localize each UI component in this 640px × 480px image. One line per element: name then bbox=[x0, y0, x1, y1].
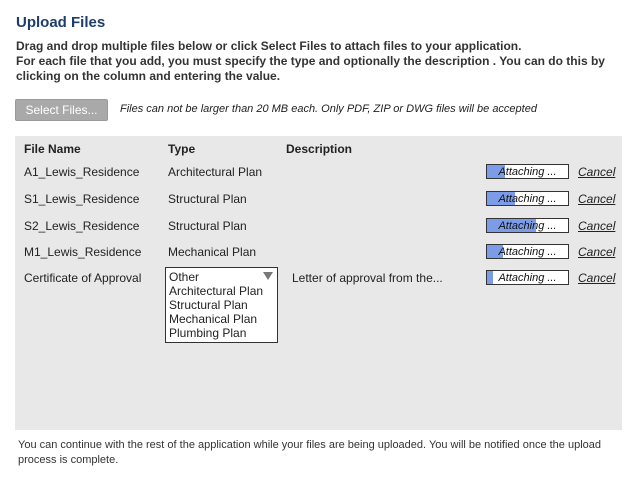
type-cell[interactable]: Mechanical Plan bbox=[168, 245, 257, 259]
file-name-cell[interactable]: M1_Lewis_Residence bbox=[24, 245, 142, 259]
cancel-upload-link[interactable]: Cancel bbox=[578, 271, 616, 285]
progress-status: Attaching ... bbox=[498, 245, 557, 258]
page-title: Upload Files bbox=[16, 14, 106, 31]
file-name-cell[interactable]: S2_Lewis_Residence bbox=[24, 219, 140, 233]
instructions bbox=[16, 39, 626, 84]
progress-status: Attaching ... bbox=[498, 219, 557, 232]
type-cell[interactable]: Architectural Plan bbox=[168, 165, 263, 179]
cancel-upload-link[interactable]: Cancel bbox=[578, 245, 616, 259]
type-option[interactable]: Plumbing Plan bbox=[169, 326, 247, 340]
file-name-cell[interactable]: Certificate of Approval bbox=[24, 271, 142, 285]
progress-status: Attaching ... bbox=[498, 165, 557, 178]
upload-progress-bar bbox=[486, 191, 569, 206]
cancel-upload-link[interactable]: Cancel bbox=[578, 219, 616, 233]
instructions-line-1: Drag and drop multiple files below or click Select Files to attach files to your application. bbox=[16, 39, 522, 53]
cancel-upload-link[interactable]: Cancel bbox=[578, 165, 616, 179]
type-cell[interactable]: Structural Plan bbox=[168, 219, 247, 233]
upload-progress-bar bbox=[486, 164, 569, 179]
dropdown-arrow-icon[interactable] bbox=[263, 272, 273, 280]
select-files-button[interactable]: Select Files... bbox=[15, 99, 108, 121]
type-option[interactable]: Architectural Plan bbox=[169, 284, 264, 298]
type-option[interactable]: Structural Plan bbox=[169, 298, 248, 312]
description-cell[interactable]: Letter of approval from the... bbox=[292, 271, 443, 285]
column-header-file-name: File Name bbox=[24, 142, 81, 156]
upload-progress-bar bbox=[486, 270, 569, 285]
progress-status: Attaching ... bbox=[498, 271, 557, 284]
file-name-cell[interactable]: A1_Lewis_Residence bbox=[24, 165, 140, 179]
column-header-type: Type bbox=[168, 142, 196, 156]
upload-footer-note: You can continue with the rest of the application while your files are being uploaded. You will be notified once the upload process is complete. bbox=[18, 439, 601, 466]
type-dropdown[interactable] bbox=[165, 267, 278, 343]
type-option[interactable]: Other bbox=[169, 270, 200, 284]
type-option[interactable]: Mechanical Plan bbox=[169, 312, 258, 326]
column-header-description: Description bbox=[286, 142, 353, 156]
type-cell[interactable]: Structural Plan bbox=[168, 192, 247, 206]
instructions-line-2: For each file that you add, you must specify the type and optionally the description . You can do this by clicking on the column and entering the value. bbox=[16, 54, 605, 83]
upload-progress-bar bbox=[486, 244, 569, 259]
upload-progress-bar bbox=[486, 218, 569, 233]
cancel-upload-link[interactable]: Cancel bbox=[578, 192, 616, 206]
file-name-cell[interactable]: S1_Lewis_Residence bbox=[24, 192, 140, 206]
progress-status: Attaching ... bbox=[498, 192, 557, 205]
file-limit-note: Files can not be larger than 20 MB each. Only PDF, ZIP or DWG files will be accepted bbox=[120, 103, 537, 115]
